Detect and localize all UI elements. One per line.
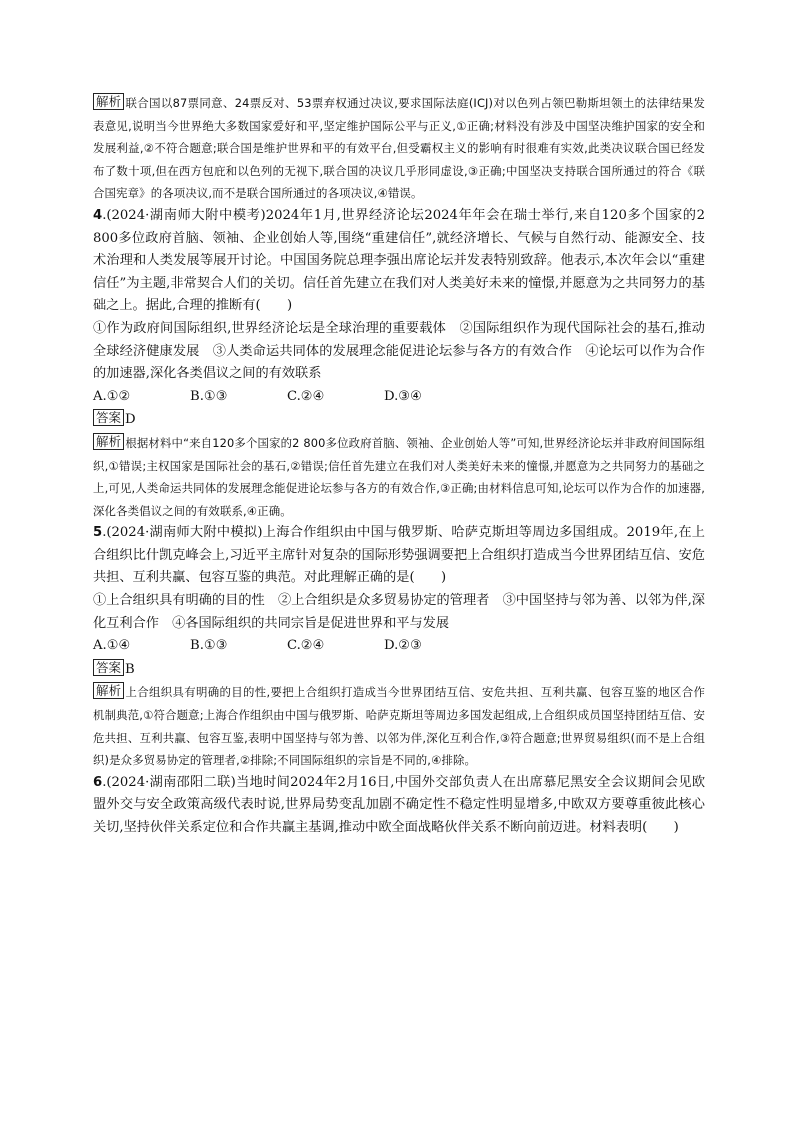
q5-stem-text: 上海合作组织由中国与俄罗斯、哈萨克斯坦等周边多国组成。2019年,在上合组织比什凯克峰会上,习近平主席针对复杂的国际形势强调要把上合组织打造成当今世界团结互信、安危共担、互利共赢、包容互鉴的典范。对此理解正确的是( ) xyxy=(93,525,705,586)
q6-block xyxy=(93,772,705,840)
q4-option-c: C.②④ xyxy=(287,388,325,404)
q6-stem-text: 当地时间2024年2月16日,中国外交部负责人在出席慕尼黑安全会议期间会见欧盟外交与安全政策高级代表时说,世界局势变乱加剧不确定性不稳定性明显增多,中欧双方要尊重彼此核心关切,坚持伙伴关系定位和合作共赢主基调,推动中欧全面战略伙伴关系不断向前迈进。材料表明( ) xyxy=(93,774,706,835)
q4-number: 4 xyxy=(93,207,103,223)
q4-explanation xyxy=(93,432,705,522)
q4-option-b: B.①③ xyxy=(190,388,228,404)
q5-option-b: B.①③ xyxy=(190,638,228,654)
q4-options xyxy=(93,386,705,409)
q5-options xyxy=(93,635,705,658)
q4-block xyxy=(93,205,705,522)
q3-explanation-text: 联合国以87票同意、24票反对、53票弃权通过决议,要求国际法庭(ICJ)对以色列占领巴勒斯坦领土的法律结果发表意见,说明当今世界绝大多数国家爱好和平,坚定维护国际公平与正义,①正确;材料没有涉及中国坚决维护国家的安全和发展利益,②不符合题意;联合国是维护世界和平的有效平台,但受霸权主义的影响有时很难有实效,此类决议联合国已经发布了数十项,但在西方包庇和以色列的无视下,联合国的决议几乎形同虚设,③正确;中国坚决支持联合国所通过的符合《联合国宪章》的各项决议,而不是联合国所通过的各项决议,④错误。 xyxy=(93,96,705,201)
q5-option-a: A.①④ xyxy=(93,638,131,654)
q6-stem xyxy=(93,772,705,840)
q4-source: .(2024·湖南师大附中模考) xyxy=(102,207,266,223)
q5-explanation-text: 上合组织具有明确的目的性,要把上合组织打造成当今世界团结互信、安危共担、互利共赢、包容互鉴的地区合作机制典范,①符合题意;上海合作组织由中国与俄罗斯、哈萨克斯坦等周边多国发起组成,上合组织成员国坚持团结互信、安危共担、互利共赢、包容互鉴,表明中国坚持与邻为善、以邻为伴,深化互利合作,③符合题意;世界贸易组织(而不是上合组织)是众多贸易协定的管理者,②排除;不同国际组织的宗旨是不同的,④排除。 xyxy=(93,685,705,768)
explanation-tag: 解析 xyxy=(93,682,124,699)
q3-explanation xyxy=(93,92,705,205)
q4-option-a: A.①② xyxy=(93,388,131,404)
q6-number: 6 xyxy=(93,774,103,790)
q5-explanation xyxy=(93,681,705,771)
q4-stem xyxy=(93,205,705,318)
q4-option-d: D.③④ xyxy=(384,388,422,404)
q4-answer xyxy=(93,409,705,432)
q5-option-c: C.②④ xyxy=(287,638,325,654)
q4-stem-text: 2024年1月,世界经济论坛2024年年会在瑞士举行,来自120多个国家的2 800多位政府首脑、领袖、企业创始人等,围绕“重建信任”,就经济增长、气候与自然行动、能源安全、技术治理和人类发展等展开讨论。中国国务院总理李强出席论坛并发表特别致辞。他表示,本次年会以“重建信任”为主题,非常契合人们的关切。信任首先建立在我们对人类美好未来的憧憬,并愿意为之共同努力的基础之上。据此,合理的推断有( ) xyxy=(93,207,705,314)
q5-answer xyxy=(93,659,705,682)
explanation-tag: 解析 xyxy=(93,93,124,110)
q5-option-d: D.②③ xyxy=(384,638,422,654)
document-page xyxy=(93,92,705,840)
explanation-tag: 解析 xyxy=(93,433,124,450)
q5-number: 5 xyxy=(93,525,103,541)
q3-block xyxy=(93,92,705,205)
q4-explanation-text: 根据材料中“来自120多个国家的2 800多位政府首脑、领袖、企业创始人等”可知,世界经济论坛并非政府间国际组织,①错误;主权国家是国际社会的基石,②错误;信任首先建立在我们对人类美好未来的憧憬,并愿意为之共同努力的基础之上,可见,人类命运共同体的发展理念能促进论坛参与各方的有效合作,③正确;由材料信息可知,论坛可以作为合作的加速器,深化各类倡议之间的有效联系,④正确。 xyxy=(93,435,705,518)
q6-source: .(2024·湖南邵阳二联) xyxy=(102,774,236,790)
q4-answer-value: D xyxy=(125,412,136,428)
answer-tag: 答案 xyxy=(93,409,124,426)
q5-answer-value: B xyxy=(125,661,135,677)
q4-statements: ①作为政府间国际组织,世界经济论坛是全球治理的重要载体 ②国际组织作为现代国际社会的基石,推动全球经济健康发展 ③人类命运共同体的发展理念能促进论坛参与各方的有效合作 ④论坛可以作为合作的加速器,深化各类倡议之间的有效联系 xyxy=(93,320,705,382)
q5-source: .(2024·湖南师大附中模拟) xyxy=(102,525,263,541)
q5-stem xyxy=(93,522,705,590)
answer-tag: 答案 xyxy=(93,659,124,676)
q5-block xyxy=(93,522,705,772)
q5-statements: ①上合组织具有明确的目的性 ②上合组织是众多贸易协定的管理者 ③中国坚持与邻为善、以邻为伴,深化互利合作 ④各国际组织的共同宗旨是促进世界和平与发展 xyxy=(93,593,705,631)
